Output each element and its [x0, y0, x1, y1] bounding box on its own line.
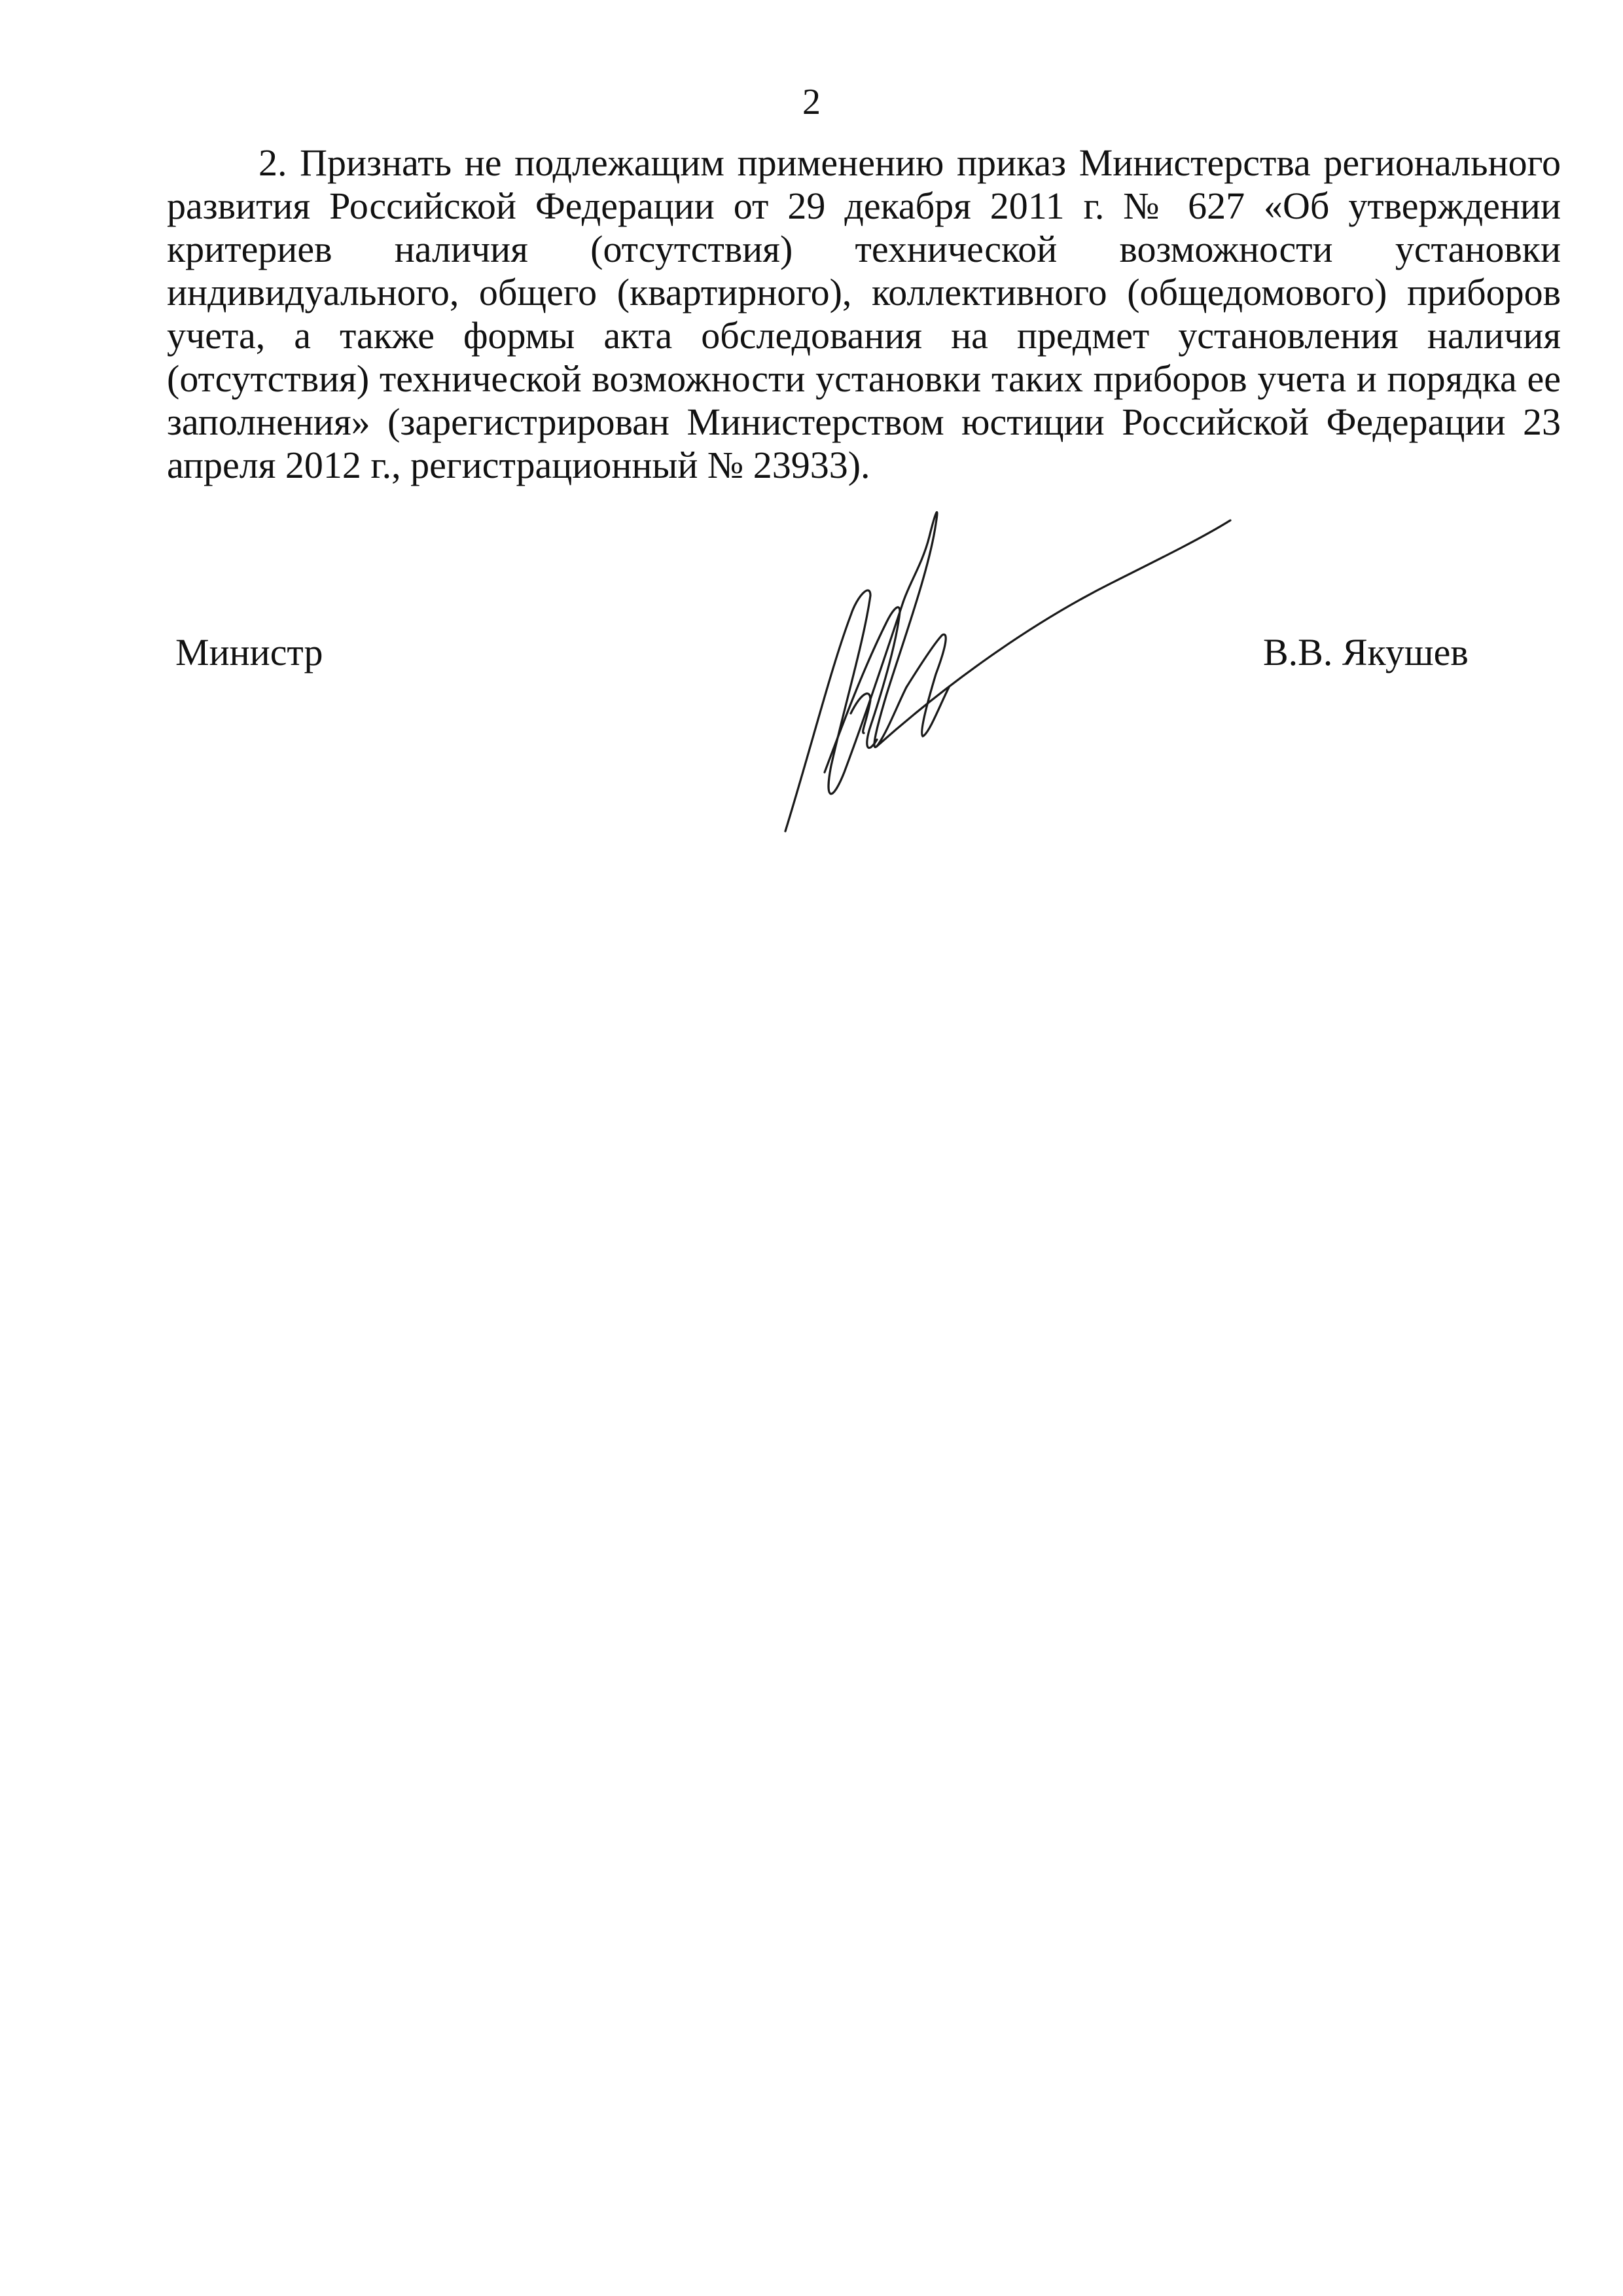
signer-name: В.В. Якушев — [1263, 631, 1469, 673]
signature-block — [0, 0, 1623, 916]
body-paragraph: 2. Признать не подлежащим применению приказ Министерства регионального развития Российской Федерации от 29 декабря 2011 г. № 627 «Об утверждении критериев наличия (отсутствия) технической возможности установки индивидуального, общего (квартирного), коллективного (общедомового) приборов учета, а также формы акта обследования на предмет установления наличия (отсутствия) технической возможности установки таких приборов учета и порядка ее заполнения» (зарегистрирован Министерством юстиции Российской Федерации 23 апреля 2012 г., регистрационный № 23933). — [167, 141, 1561, 486]
signer-position: Министр — [175, 631, 323, 673]
page-number: 2 — [802, 82, 821, 122]
handwritten-signature — [772, 497, 1257, 864]
